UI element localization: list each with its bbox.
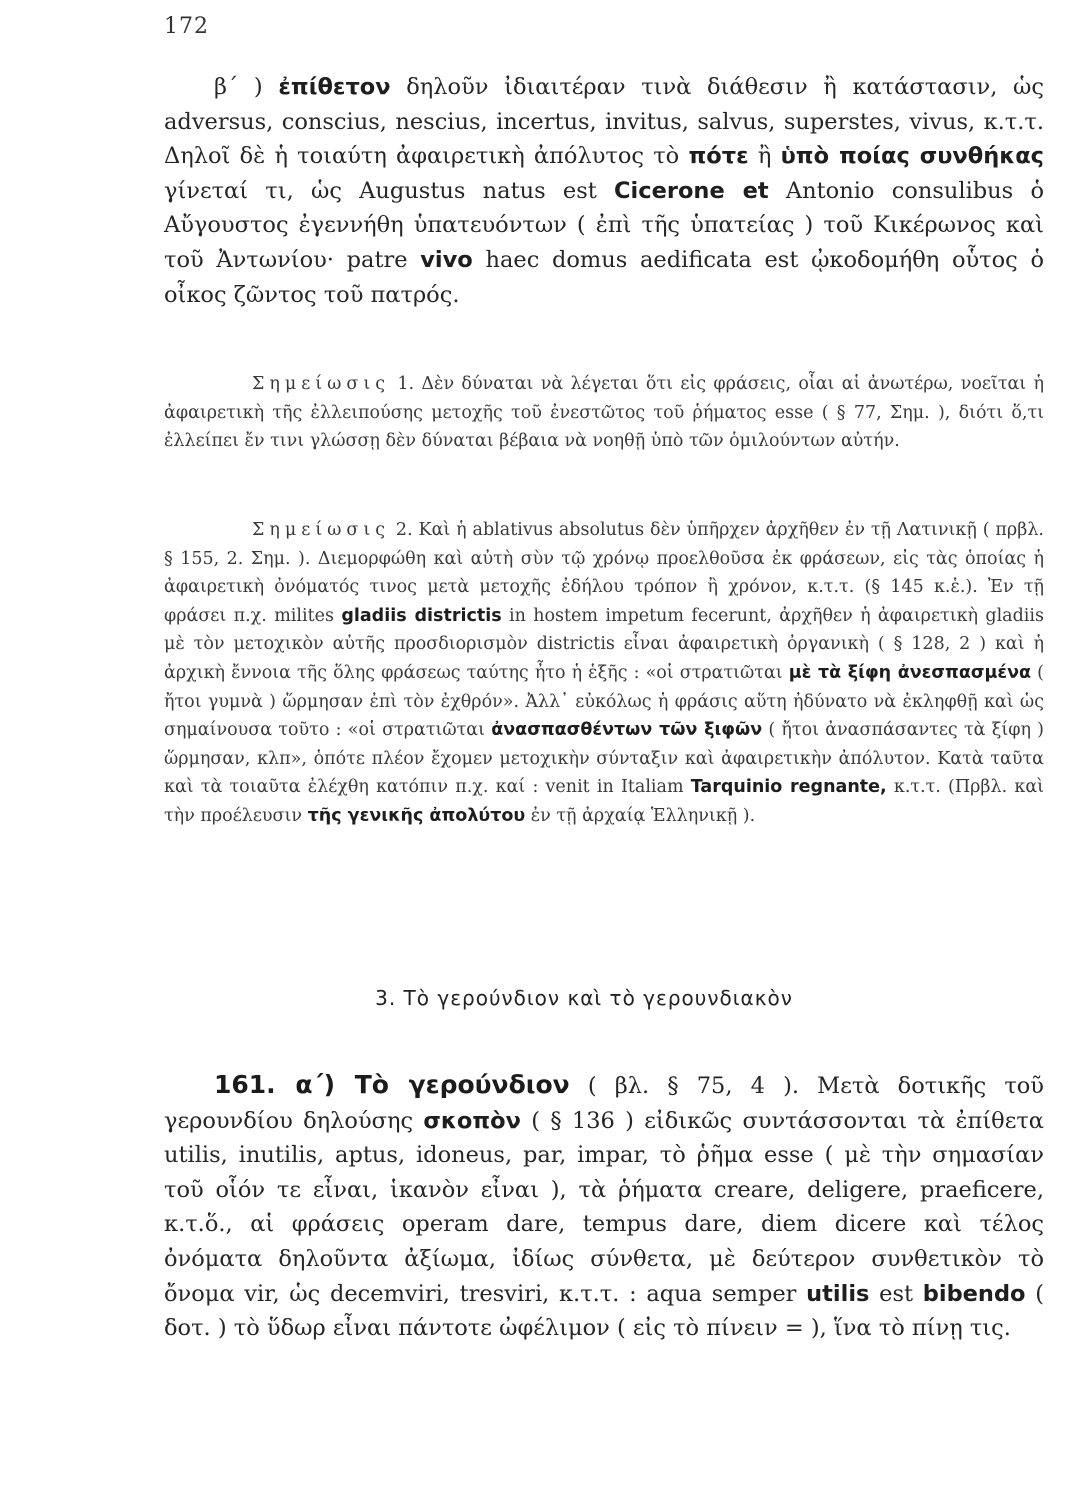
- list-marker: β΄ ): [214, 74, 279, 100]
- section-161: [164, 1068, 1044, 1346]
- bold-conditions: ὑπὸ ποίας συνθήκας: [780, 143, 1045, 170]
- bold-vivo: vivo: [420, 246, 473, 273]
- note-label: Σημείωσις: [252, 374, 391, 394]
- bold-swords-genitive: ἀνασπασθέντων τῶν ξιφῶν: [491, 720, 763, 741]
- bold-pote: πότε: [688, 143, 749, 170]
- bold-skopon: σκοπὸν: [423, 1107, 521, 1134]
- bold-cicerone: Cicerone et: [614, 177, 769, 204]
- note-1: [164, 370, 1044, 456]
- page-number: 172: [164, 14, 209, 39]
- intro-text: β΄ ) ἐπίθετον δηλοῦν ἰδιαιτέραν τινὰ διάθεσιν ἢ κατάστασιν, ὡς adversus, conscius, nescius, incertus, invitus, salvus, superstes, vivus, κ.τ.τ. Δηλοῖ δὲ ἡ τοιαύτη ἀφαιρετικὴ ἀπόλυτος τὸ πότε ἢ ὑπὸ ποίας συνθήκας γίνεταί τι, ὡς Augustus natus est Cicerone et Antonio consulibus ὁ Αὔγουστος ἐγεννήθη ὑπατευόντων ( ἐπὶ τῆς ὑπατείας ) τοῦ Κικέρωνος καὶ τοῦ Ἀντωνίου· patre vivo haec domus aedificata est ᾠκοδομήθη οὗτος ὁ οἶκος ζῶντος τοῦ πατρός.: [164, 74, 1045, 308]
- term-epitheton: ἐπίθετον: [278, 74, 391, 100]
- note-1-text: Σημείωσις 1. Δὲν δύναται νὰ λέγεται ὅτι εἰς φράσεις, οἷαι αἱ ἀνωτέρω, νοεῖται ἡ ἀφαιρετικὴ τῆς ἐλλειπούσης μετοχῆς τοῦ ἐνεστῶτος τοῦ ῥήματος esse ( § 77, Σημ. ), διότι ὅ,τι ἐλλείπει ἔν τινι γλώσσῃ δὲν δύναται βέβαια νὰ νοηθῇ ὑπὸ τῶν ὁμιλούντων αὐτήν.: [164, 374, 1044, 452]
- section-heading: 3. Τὸ γερούνδιον καὶ τὸ γερουνδιακὸν: [375, 986, 793, 1010]
- note-label: Σημείωσις: [252, 520, 391, 540]
- intro-paragraph: [164, 70, 1044, 312]
- bold-bibendo: bibendo: [922, 1280, 1026, 1307]
- bold-gladiis: gladiis districtis: [341, 605, 502, 626]
- note-2: [164, 516, 1044, 831]
- bold-swords-drawn: μὲ τὰ ξίφη ἀνεσπασμένα: [788, 662, 1032, 683]
- section-161-text: 161. α΄) Τὸ γερούνδιον ( βλ. § 75, 4 ). Μετὰ δοτικῆς τοῦ γερουνδίου δηλούσης σκοπὸν ( § 136 ) εἰδικῶς συντάσσονται τὰ ἐπίθετα utilis, inutilis, aptus, idoneus, par, impar, τὸ ῥῆμα esse ( μὲ τὴν σημασίαν τοῦ οἷόν τε εἶναι, ἱκανὸν εἶναι ), τὰ ῥήματα creare, deligere, praeficere, κ.τ.ὅ., αἱ φράσεις operam dare, tempus dare, diem dicere καὶ τέλος ὀνόματα δηλοῦντα ἀξίωμα, ἰδίως σύνθετα, μὲ δεύτερον συνθετικὸν τὸ ὄνομα vir, ὡς decemviri, tresviri, κ.τ.τ. : aqua semper utilis est bibendo ( δοτ. ) τὸ ὕδωρ εἶναι πάντοτε ὠφέλιμον ( εἰς τὸ πίνειν = ), ἵνα τὸ πίνῃ τις.: [164, 1070, 1044, 1342]
- bold-tarquinio: Tarquinio regnante,: [690, 777, 887, 798]
- bold-utilis: utilis: [806, 1280, 870, 1307]
- bold-genitive-absolute: τῆς γενικῆς ἀπολύτου: [307, 805, 526, 826]
- section-161-title: 161. α΄) Τὸ γερούνδιον: [214, 1070, 570, 1099]
- note-2-text: Σημείωσις 2. Καὶ ἡ ablativus absolutus δὲν ὑπῆρχεν ἀρχῆθεν ἐν τῇ Λατινικῇ ( πρβλ. § 155, 2. Σημ. ). Διεμορφώθη καὶ αὐτὴ σὺν τῷ χρόνῳ προελθοῦσα ἐκ φράσεων, εἰς τὰς ὁποίας ἡ ἀφαιρετικὴ ὀνόματός τινος μετὰ μετοχῆς ἐδήλου τρόπον ἢ χρόνον, κ.τ.τ. (§ 145 κ.ἑ.). Ἐν τῇ φράσει π.χ. milites gladiis districtis in hostem impetum fecerunt, ἀρχῆθεν ἡ ἀφαιρετικὴ gladiis μὲ τὸν μετοχικὸν αὐτῆς προσδιορισμὸν districtis εἶναι ἀφαιρετικὴ ὀργανικὴ ( § 128, 2 ) καὶ ἡ ἀρχικὴ ἔννοια τῆς ὅλης φράσεως ταύτης ἦτο ἡ ἑξῆς : «οἱ στρατιῶται μὲ τὰ ξίφη ἀνεσπασμένα ( ἤτοι γυμνὰ ) ὥρμησαν ἐπὶ τὸν ἐχθρόν». Ἀλλ᾽ εὐκόλως ἡ φράσις αὕτη ἠδύνατο νὰ ἐκληφθῇ καὶ ὡς σημαίνουσα τοῦτο : «οἱ στρατιῶται ἀνασπασθέντων τῶν ξιφῶν ( ἤτοι ἀνασπάσαντες τὰ ξίφη ) ὥρμησαν, κλπ», ὁπότε πλέον ἔχομεν μετοχικὴν σύνταξιν καὶ ἀφαιρετικὴν ἀπόλυτον. Κατὰ ταῦτα καὶ τὰ τοιαῦτα ἐλέχθη κατόπιν π.χ. καί : venit in Italiam Tarquinio regnante, κ.τ.τ. (Πρβλ. καὶ τὴν προέλευσιν τῆς γενικῆς ἀπολύτου ἐν τῇ ἀρχαίᾳ Ἑλληνικῇ ).: [164, 520, 1045, 826]
